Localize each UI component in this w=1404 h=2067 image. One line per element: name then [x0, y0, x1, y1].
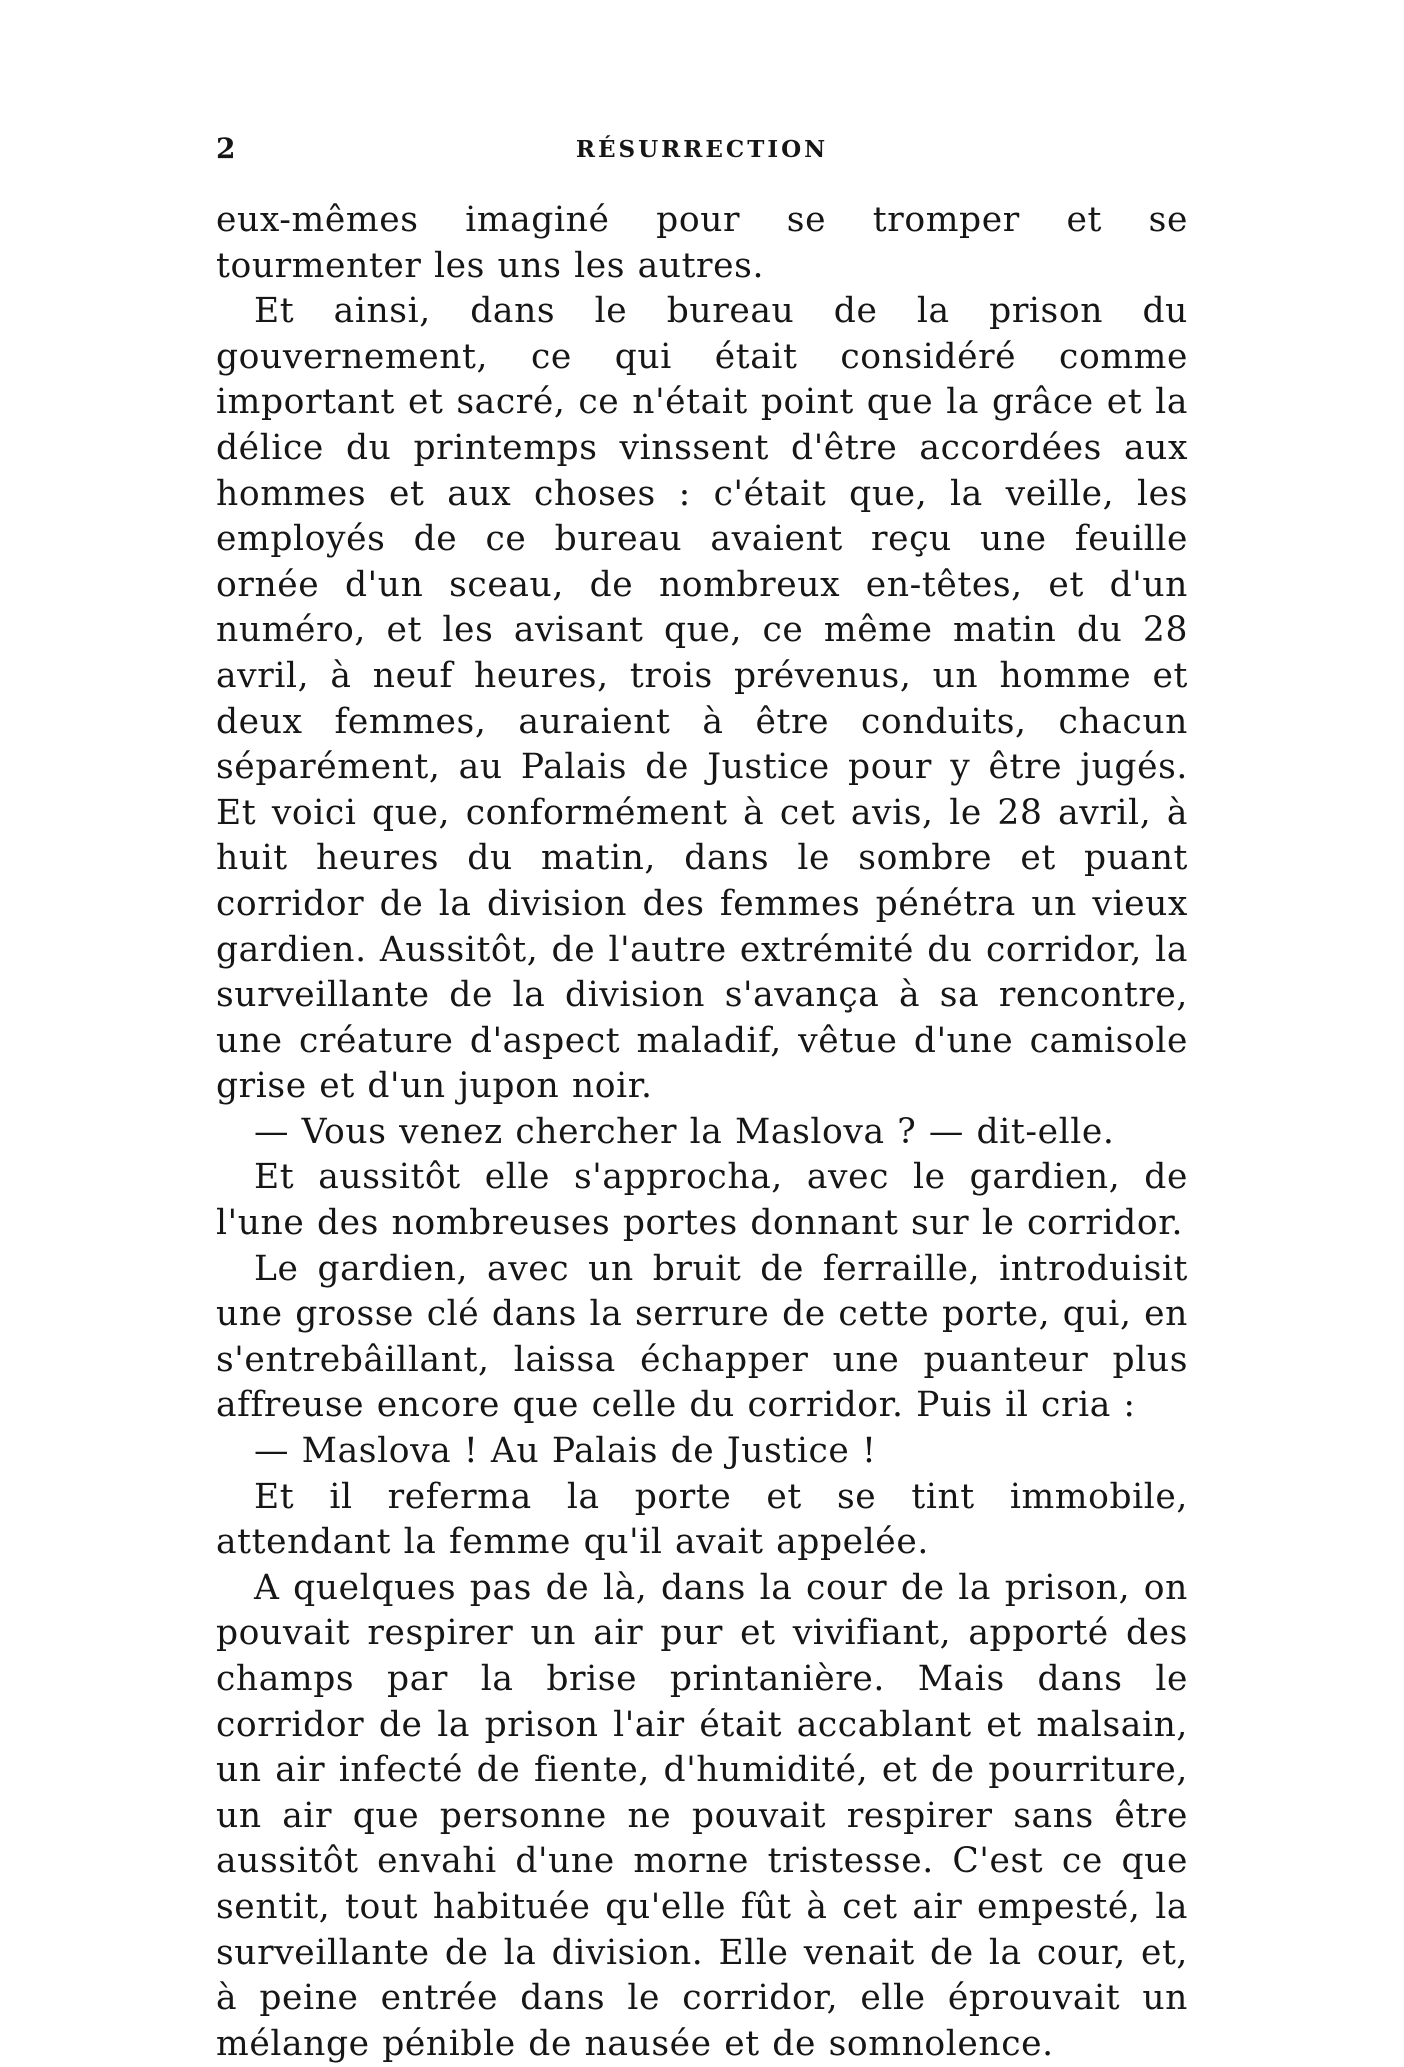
page-header — [216, 132, 1188, 172]
body-text — [216, 198, 1188, 2067]
running-title: RÉSURRECTION — [575, 136, 829, 163]
page-number: 2 — [216, 132, 237, 165]
dialogue-line: — Maslova ! Au Palais de Justice ! — [254, 1431, 877, 1472]
paragraph-continuation: eux-mêmes imaginé pour se tromper et se tourmenter les uns les autres. — [216, 200, 1188, 286]
dialogue-line: — Vous venez chercher la Maslova ? — dit-elle. — [254, 1111, 1115, 1152]
paragraph: Et ainsi, dans le bureau de la prison du gouvernement, ce qui était considéré comme important et sacré, ce n'était point que la grâce et la délice du printemps vinssent d'être accordées aux hommes et aux choses : c'était que, la veille, les employés de ce bureau avaient reçu une feuille ornée d'un sceau, de nombreux en-têtes, et d'un numéro, et les avisant que, ce même matin du 28 avril, à neuf heures, trois prévenus, un homme et deux femmes, auraient à être conduits, chacun séparément, au Palais de Justice pour y être jugés. Et voici que, conformément à cet avis, le 28 avril, à huit heures du matin, dans le sombre et puant corridor de la division des femmes pénétra un vieux gardien. Aussitôt, de l'autre extrémité du corridor, la surveillante de la division s'avança à sa rencontre, une créature d'aspect maladif, vêtue d'une camisole grise et d'un jupon noir. — [216, 291, 1188, 1107]
paragraph: Le gardien, avec un bruit de ferraille, introduisit une grosse clé dans la serrure de cette porte, qui, en s'entrebâillant, laissa échapper une puanteur plus affreuse encore que celle du corridor. Puis il cria : — [216, 1248, 1188, 1426]
paragraph: Et il referma la porte et se tint immobile, attendant la femme qu'il avait appelée. — [216, 1476, 1188, 1563]
paragraph: Et aussitôt elle s'approcha, avec le gardien, de l'une des nombreuses portes donnant sur le corridor. — [216, 1157, 1188, 1244]
paragraph: A quelques pas de là, dans la cour de la prison, on pouvait respirer un air pur et vivifiant, apporté des champs par la brise printanière. Mais dans le corridor de la prison l'air était accablant et malsain, un air infecté de fiente, d'humidité, et de pourriture, un air que personne ne pouvait respirer sans être aussitôt envahi d'une morne tristesse. C'est ce que sentit, tout habituée qu'elle fût à cet air empesté, la surveillante de la division. Elle venait de la cour, et, à peine entrée dans le corridor, elle éprouvait un mélange pénible de nausée et de somnolence. — [216, 1567, 1188, 2064]
